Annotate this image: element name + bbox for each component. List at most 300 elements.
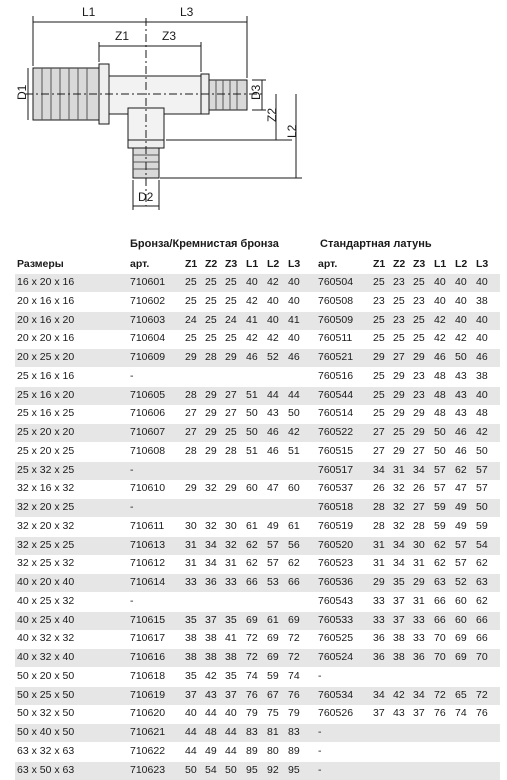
bronze-dim-cell: 57	[267, 557, 279, 570]
col-art-bronze-header: арт.	[130, 258, 150, 270]
bronze-dim-cell: 76	[246, 688, 258, 701]
bronze-dim-cell: 40	[267, 313, 279, 326]
brass-dim-cell: 37	[373, 707, 385, 720]
col-dim-header: Z2	[393, 258, 406, 270]
bronze-dim-cell: 52	[267, 351, 279, 363]
size-cell: 50 x 40 x 50	[17, 726, 75, 738]
label-z1: Z1	[115, 29, 130, 43]
table-row	[15, 443, 500, 461]
brass-dim-cell: 42	[455, 332, 467, 345]
brass-dim-cell: 29	[393, 369, 405, 382]
col-art-brass-header: арт.	[318, 258, 338, 270]
brass-dim-cell: 29	[393, 388, 405, 401]
bronze-dim-cell: 72	[288, 632, 300, 645]
bronze-art-cell: 710603	[130, 313, 166, 326]
brass-dim-cell: 46	[455, 426, 467, 438]
size-cell: 16 x 20 x 16	[17, 276, 75, 288]
brass-dim-cell: 28	[413, 519, 425, 532]
col-dim-header: L1	[246, 258, 259, 270]
size-cell: 63 x 32 x 63	[17, 744, 75, 757]
table-row	[15, 274, 500, 292]
group-bronze-title: Бронза/Кремнистая бронза	[130, 238, 279, 250]
brass-dim-cell: 63	[434, 576, 446, 588]
brass-dim-cell: 34	[373, 463, 385, 476]
brass-dim-cell: 57	[476, 482, 488, 495]
table-row	[15, 537, 500, 555]
bronze-dim-cell: 29	[205, 444, 217, 457]
brass-dim-cell: 34	[393, 557, 405, 570]
col-dim-header: Z3	[413, 258, 426, 270]
bronze-art-cell: 710618	[130, 669, 166, 682]
label-l2: L2	[285, 124, 299, 138]
brass-art-cell: 760509	[318, 313, 354, 326]
bronze-dim-cell: 28	[225, 444, 237, 457]
brass-art-cell: 760519	[318, 519, 354, 532]
size-cell: 40 x 20 x 40	[17, 576, 75, 588]
brass-art-cell: 760522	[318, 426, 354, 438]
bronze-dim-cell: 40	[225, 707, 237, 720]
brass-dim-cell: 46	[476, 351, 488, 363]
brass-dim-cell: 46	[434, 351, 446, 363]
bronze-dim-cell: 28	[185, 444, 197, 457]
bronze-art-cell: 710622	[130, 744, 166, 757]
bronze-art-cell: 710608	[130, 444, 166, 457]
bronze-dim-cell: 59	[267, 669, 279, 682]
brass-art-cell: 760516	[318, 369, 354, 382]
brass-dim-cell: 50	[434, 444, 446, 457]
size-cell: 25 x 20 x 20	[17, 426, 75, 438]
brass-dim-cell: 38	[476, 369, 488, 382]
brass-dim-cell: 65	[455, 688, 467, 701]
brass-dim-cell: 50	[476, 444, 488, 457]
label-l1: L1	[82, 5, 96, 19]
bronze-dim-cell: 44	[205, 707, 217, 720]
table-row	[15, 724, 500, 742]
size-cell: 40 x 32 x 32	[17, 632, 75, 645]
table-row	[15, 743, 500, 761]
brass-art-cell: 760526	[318, 707, 354, 720]
brass-dim-cell: 34	[393, 538, 405, 551]
bronze-dim-cell: 42	[205, 669, 217, 682]
bronze-dim-cell: 40	[185, 707, 197, 720]
brass-dim-cell: 66	[434, 594, 446, 607]
bronze-art-cell: 710617	[130, 632, 166, 645]
bronze-dim-cell: 29	[185, 482, 197, 495]
bronze-art-cell: 710610	[130, 482, 166, 495]
bronze-dim-cell: 92	[267, 763, 279, 776]
bronze-dim-cell: 46	[246, 351, 258, 363]
bronze-dim-cell: 24	[225, 313, 237, 326]
col-dim-header: L2	[455, 258, 468, 270]
bronze-dim-cell: 38	[185, 651, 197, 663]
brass-dim-cell: 29	[413, 426, 425, 438]
bronze-dim-cell: 44	[185, 726, 197, 738]
table-row	[15, 480, 500, 498]
col-dim-header: Z1	[185, 258, 198, 270]
bronze-dim-cell: 25	[225, 426, 237, 438]
bronze-dim-cell: 66	[288, 576, 300, 588]
bronze-dim-cell: 25	[185, 276, 197, 288]
brass-art-cell: -	[318, 763, 322, 776]
bronze-dim-cell: 72	[288, 651, 300, 663]
bronze-dim-cell: 35	[225, 613, 237, 626]
bronze-dim-cell: 33	[225, 576, 237, 588]
bronze-dim-cell: 50	[246, 426, 258, 438]
size-cell: 25 x 32 x 25	[17, 463, 75, 476]
col-dim-header: L3	[288, 258, 301, 270]
brass-dim-cell: 54	[476, 538, 488, 551]
bronze-dim-cell: 37	[205, 613, 217, 626]
table-row	[15, 593, 500, 611]
size-cell: 50 x 20 x 50	[17, 669, 75, 682]
table-row	[15, 424, 500, 442]
bronze-dim-cell: 25	[225, 294, 237, 307]
col-dim-header: L2	[267, 258, 280, 270]
bronze-dim-cell: 44	[267, 388, 279, 401]
brass-dim-cell: 40	[434, 276, 446, 288]
bronze-art-cell: 710621	[130, 726, 166, 738]
brass-dim-cell: 23	[413, 369, 425, 382]
brass-dim-cell: 57	[455, 538, 467, 551]
brass-art-cell: -	[318, 726, 322, 738]
bronze-dim-cell: 30	[225, 519, 237, 532]
table-row	[15, 668, 500, 686]
brass-dim-cell: 49	[455, 501, 467, 513]
brass-dim-cell: 25	[373, 313, 385, 326]
brass-dim-cell: 57	[434, 482, 446, 495]
brass-art-cell: -	[318, 744, 322, 757]
label-l3: L3	[180, 5, 194, 19]
bronze-art-cell: 710607	[130, 426, 166, 438]
brass-dim-cell: 27	[413, 501, 425, 513]
bronze-dim-cell: 53	[267, 576, 279, 588]
table-row	[15, 518, 500, 536]
bronze-dim-cell: 74	[288, 669, 300, 682]
bronze-dim-cell: 50	[225, 763, 237, 776]
bronze-dim-cell: 27	[185, 407, 197, 420]
bronze-dim-cell: 69	[246, 613, 258, 626]
bronze-art-cell: -	[130, 463, 134, 476]
bronze-dim-cell: 80	[267, 744, 279, 757]
brass-art-cell: 760518	[318, 501, 354, 513]
bronze-dim-cell: 25	[185, 294, 197, 307]
brass-dim-cell: 42	[434, 313, 446, 326]
brass-dim-cell: 36	[413, 651, 425, 663]
size-cell: 40 x 32 x 40	[17, 651, 75, 663]
brass-dim-cell: 23	[413, 388, 425, 401]
brass-dim-cell: 57	[434, 463, 446, 476]
brass-dim-cell: 57	[476, 463, 488, 476]
brass-dim-cell: 29	[373, 351, 385, 363]
brass-dim-cell: 32	[393, 519, 405, 532]
brass-dim-cell: 23	[413, 294, 425, 307]
brass-dim-cell: 42	[434, 332, 446, 345]
brass-dim-cell: 72	[476, 688, 488, 701]
brass-dim-cell: 40	[476, 313, 488, 326]
brass-dim-cell: 50	[476, 501, 488, 513]
col-sizes-header: Размеры	[17, 258, 64, 270]
brass-art-cell: 760536	[318, 576, 354, 588]
bronze-art-cell: 710604	[130, 332, 166, 345]
brass-dim-cell: 23	[393, 313, 405, 326]
brass-dim-cell: 26	[373, 482, 385, 495]
brass-dim-cell: 25	[373, 388, 385, 401]
brass-art-cell: 760525	[318, 632, 354, 645]
bronze-dim-cell: 25	[205, 276, 217, 288]
bronze-dim-cell: 62	[246, 538, 258, 551]
size-cell: 25 x 16 x 16	[17, 369, 75, 382]
brass-dim-cell: 33	[373, 613, 385, 626]
bronze-dim-cell: 69	[288, 613, 300, 626]
brass-dim-cell: 38	[393, 632, 405, 645]
bronze-dim-cell: 50	[185, 763, 197, 776]
brass-dim-cell: 38	[476, 294, 488, 307]
bronze-dim-cell: 51	[246, 388, 258, 401]
brass-dim-cell: 49	[455, 519, 467, 532]
brass-art-cell: 760534	[318, 688, 354, 701]
brass-dim-cell: 29	[413, 576, 425, 588]
brass-dim-cell: 38	[393, 651, 405, 663]
brass-dim-cell: 40	[476, 388, 488, 401]
brass-dim-cell: 74	[455, 707, 467, 720]
brass-dim-cell: 27	[393, 351, 405, 363]
brass-dim-cell: 63	[476, 576, 488, 588]
size-cell: 63 x 50 x 63	[17, 763, 75, 776]
col-dim-header: Z3	[225, 258, 238, 270]
brass-dim-cell: 31	[413, 557, 425, 570]
brass-dim-cell: 62	[476, 594, 488, 607]
bronze-dim-cell: 25	[225, 276, 237, 288]
brass-dim-cell: 29	[393, 444, 405, 457]
bronze-dim-cell: 25	[185, 332, 197, 345]
bronze-dim-cell: 50	[246, 407, 258, 420]
bronze-dim-cell: 74	[246, 669, 258, 682]
brass-dim-cell: 66	[476, 632, 488, 645]
bronze-dim-cell: 28	[205, 351, 217, 363]
bronze-art-cell: 710616	[130, 651, 166, 663]
bronze-dim-cell: 67	[267, 688, 279, 701]
size-cell: 20 x 16 x 16	[17, 294, 75, 307]
size-cell: 32 x 16 x 32	[17, 482, 75, 495]
bronze-dim-cell: 29	[205, 388, 217, 401]
bronze-dim-cell: 32	[225, 538, 237, 551]
brass-art-cell: 760520	[318, 538, 354, 551]
bronze-dim-cell: 44	[288, 388, 300, 401]
brass-dim-cell: 76	[434, 707, 446, 720]
bronze-dim-cell: 37	[225, 688, 237, 701]
table-row	[15, 574, 500, 592]
brass-dim-cell: 47	[455, 482, 467, 495]
bronze-dim-cell: 69	[267, 632, 279, 645]
table-row	[15, 705, 500, 723]
bronze-dim-cell: 25	[205, 313, 217, 326]
label-d2: D2	[138, 190, 154, 204]
bronze-dim-cell: 89	[288, 744, 300, 757]
bronze-dim-cell: 48	[205, 726, 217, 738]
brass-dim-cell: 29	[393, 407, 405, 420]
bronze-dim-cell: 34	[205, 538, 217, 551]
size-cell: 32 x 20 x 25	[17, 501, 75, 513]
brass-dim-cell: 40	[455, 294, 467, 307]
bronze-dim-cell: 31	[185, 538, 197, 551]
bronze-dim-cell: 72	[246, 632, 258, 645]
brass-art-cell: 760508	[318, 294, 354, 307]
brass-dim-cell: 25	[393, 426, 405, 438]
brass-dim-cell: 32	[393, 482, 405, 495]
bronze-dim-cell: 41	[246, 313, 258, 326]
brass-dim-cell: 34	[373, 688, 385, 701]
brass-dim-cell: 69	[455, 651, 467, 663]
bronze-dim-cell: 27	[185, 426, 197, 438]
size-cell: 32 x 20 x 32	[17, 519, 75, 532]
bronze-dim-cell: 29	[225, 482, 237, 495]
bronze-dim-cell: 76	[288, 688, 300, 701]
brass-dim-cell: 32	[393, 501, 405, 513]
brass-dim-cell: 37	[393, 594, 405, 607]
bronze-dim-cell: 61	[288, 519, 300, 532]
brass-dim-cell: 50	[434, 426, 446, 438]
bronze-dim-cell: 29	[225, 351, 237, 363]
size-cell: 25 x 16 x 20	[17, 388, 75, 401]
brass-dim-cell: 40	[434, 294, 446, 307]
bronze-art-cell: 710619	[130, 688, 166, 701]
table-row	[15, 462, 500, 480]
bronze-dim-cell: 95	[288, 763, 300, 776]
brass-dim-cell: 35	[393, 576, 405, 588]
brass-dim-cell: 25	[393, 294, 405, 307]
bronze-dim-cell: 62	[288, 557, 300, 570]
table-row	[15, 555, 500, 573]
brass-dim-cell: 25	[373, 369, 385, 382]
brass-art-cell: -	[318, 669, 322, 682]
bronze-dim-cell: 62	[246, 557, 258, 570]
brass-dim-cell: 27	[373, 426, 385, 438]
brass-dim-cell: 33	[413, 632, 425, 645]
brass-art-cell: 760511	[318, 332, 353, 345]
brass-art-cell: 760543	[318, 594, 354, 607]
bronze-dim-cell: 41	[225, 632, 237, 645]
bronze-dim-cell: 81	[267, 726, 279, 738]
label-d1: D1	[15, 84, 29, 100]
brass-art-cell: 760544	[318, 388, 354, 401]
table-row	[15, 293, 500, 311]
brass-dim-cell: 48	[434, 369, 446, 382]
bronze-dim-cell: 40	[288, 294, 300, 307]
table-row	[15, 387, 500, 405]
brass-dim-cell: 31	[373, 557, 385, 570]
brass-dim-cell: 31	[413, 594, 425, 607]
bronze-art-cell: 710606	[130, 407, 166, 420]
bronze-dim-cell: 42	[267, 332, 279, 345]
brass-dim-cell: 27	[373, 444, 385, 457]
brass-dim-cell: 42	[393, 688, 405, 701]
col-dim-header: Z1	[373, 258, 386, 270]
bronze-art-cell: 710605	[130, 388, 166, 401]
brass-dim-cell: 76	[476, 707, 488, 720]
bronze-dim-cell: 72	[246, 651, 258, 663]
bronze-dim-cell: 40	[267, 294, 279, 307]
bronze-dim-cell: 35	[185, 613, 197, 626]
bronze-art-cell: 710612	[130, 557, 166, 570]
brass-dim-cell: 43	[455, 388, 467, 401]
bronze-dim-cell: 37	[185, 688, 197, 701]
brass-dim-cell: 31	[393, 463, 405, 476]
bronze-dim-cell: 31	[225, 557, 237, 570]
bronze-art-cell: 710602	[130, 294, 166, 307]
brass-dim-cell: 46	[455, 444, 467, 457]
brass-dim-cell: 33	[373, 594, 385, 607]
bronze-dim-cell: 54	[205, 763, 217, 776]
bronze-dim-cell: 27	[225, 407, 237, 420]
label-z2: Z2	[265, 107, 279, 122]
bronze-dim-cell: 40	[288, 332, 300, 345]
bronze-art-cell: -	[130, 594, 134, 607]
bronze-dim-cell: 61	[267, 613, 279, 626]
brass-dim-cell: 59	[434, 501, 446, 513]
bronze-dim-cell: 31	[185, 557, 197, 570]
bronze-dim-cell: 38	[205, 651, 217, 663]
bronze-dim-cell: 44	[225, 726, 237, 738]
brass-dim-cell: 52	[455, 576, 467, 588]
brass-dim-cell: 59	[476, 519, 488, 532]
bronze-dim-cell: 60	[288, 482, 300, 495]
brass-dim-cell: 25	[373, 407, 385, 420]
bronze-dim-cell: 46	[267, 444, 279, 457]
bronze-dim-cell: 40	[288, 276, 300, 288]
bronze-dim-cell: 29	[205, 407, 217, 420]
brass-dim-cell: 27	[413, 444, 425, 457]
size-cell: 40 x 25 x 40	[17, 613, 75, 626]
size-cell: 32 x 25 x 32	[17, 557, 75, 570]
size-cell: 20 x 16 x 20	[17, 313, 75, 326]
brass-dim-cell: 34	[413, 463, 425, 476]
brass-dim-cell: 62	[476, 557, 488, 570]
col-dim-header: L3	[476, 258, 489, 270]
brass-dim-cell: 23	[373, 294, 385, 307]
bronze-dim-cell: 83	[288, 726, 300, 738]
bronze-art-cell: -	[130, 501, 134, 513]
brass-dim-cell: 40	[476, 276, 488, 288]
brass-dim-cell: 37	[413, 707, 425, 720]
brass-dim-cell: 59	[434, 519, 446, 532]
bronze-dim-cell: 89	[246, 744, 258, 757]
brass-art-cell: 760533	[318, 613, 354, 626]
bronze-dim-cell: 27	[225, 388, 237, 401]
bronze-dim-cell: 49	[205, 744, 217, 757]
bronze-dim-cell: 43	[267, 407, 279, 420]
bronze-dim-cell: 46	[267, 426, 279, 438]
brass-dim-cell: 25	[413, 332, 425, 345]
table-row	[15, 630, 500, 648]
brass-dim-cell: 23	[393, 276, 405, 288]
size-cell: 25 x 16 x 25	[17, 407, 75, 420]
bronze-dim-cell: 79	[246, 707, 258, 720]
brass-dim-cell: 28	[373, 501, 385, 513]
group-brass-title: Стандартная латунь	[320, 238, 432, 250]
bronze-dim-cell: 47	[267, 482, 279, 495]
tee-fitting-drawing	[0, 0, 507, 240]
col-dim-header: Z2	[205, 258, 218, 270]
bronze-dim-cell: 56	[288, 538, 300, 551]
bronze-dim-cell: 33	[185, 576, 197, 588]
size-cell: 20 x 20 x 16	[17, 332, 75, 345]
brass-dim-cell: 62	[434, 538, 446, 551]
bronze-dim-cell: 29	[205, 426, 217, 438]
brass-dim-cell: 29	[373, 576, 385, 588]
size-cell: 40 x 25 x 32	[17, 594, 75, 607]
brass-art-cell: 760504	[318, 276, 354, 288]
bronze-dim-cell: 43	[205, 688, 217, 701]
